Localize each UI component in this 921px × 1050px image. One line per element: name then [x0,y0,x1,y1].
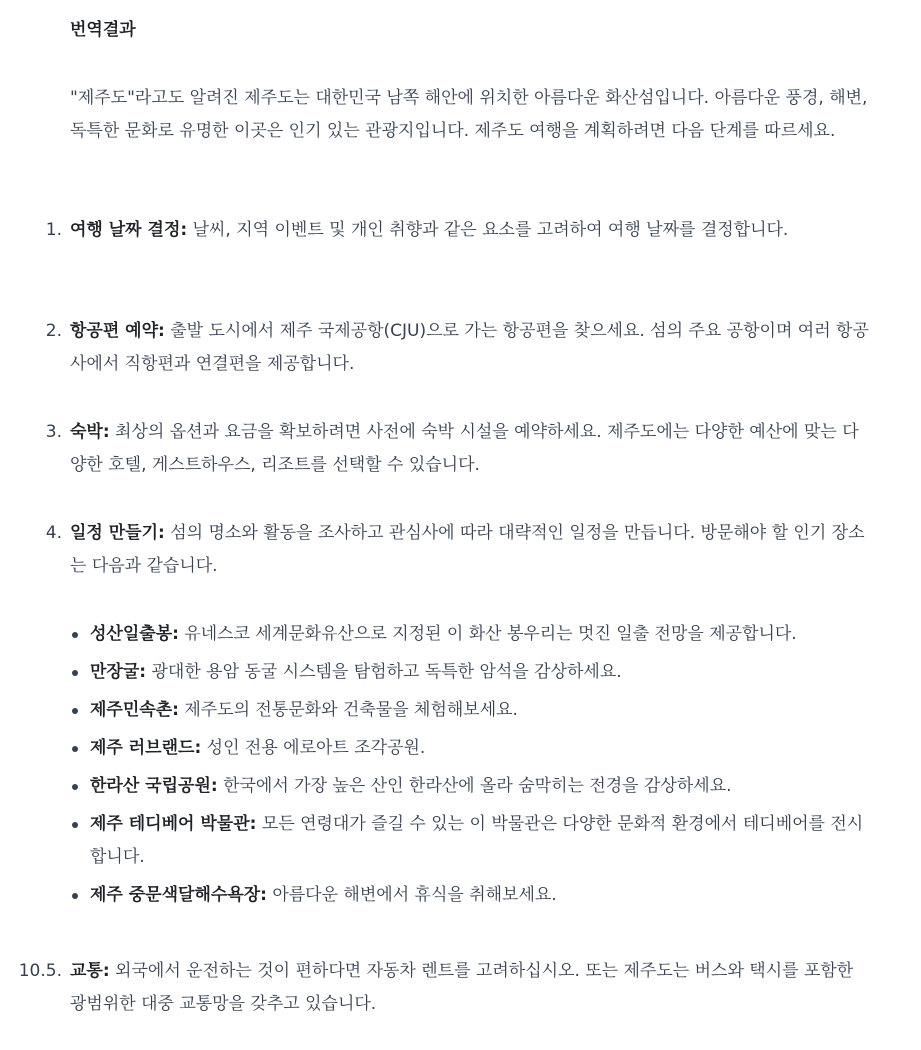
list-item [70,618,870,651]
bullet-icon [72,784,78,790]
list-item [70,656,870,689]
step-item-transport [18,955,870,1021]
step-number: 1. [45,220,62,240]
place-text: 아름다운 해변에서 휴식을 취해보세요. [266,885,557,905]
place-text: 유네스코 세계문화유산으로 지정된 이 화산 봉우리는 멋진 일출 전망을 제공합니다. [178,624,797,644]
list-item [70,879,870,912]
bullet-icon [72,632,78,638]
step-title: 교통: [70,961,110,981]
step-number: 10.5. [18,961,62,981]
step-item-1 [45,214,870,247]
step-text: 날씨, 지역 이벤트 및 개인 취향과 같은 요소를 고려하여 여행 날짜를 결정합니다. [187,220,789,240]
place-title: 제주 중문색달해수욕장: [90,885,267,905]
places-list [70,618,870,917]
list-item [70,732,870,765]
list-item [70,808,870,874]
step-number: 4. [45,523,62,543]
bullet-icon [72,670,78,676]
step-text: 최상의 옵션과 요금을 확보하려면 사전에 숙박 시설을 예약하세요. 제주도에는 다양한 예산에 맞는 다양한 호텔, 게스트하우스, 리조트를 선택할 수 있습니다. [70,422,859,475]
list-item [70,770,870,803]
bullet-icon [72,893,78,899]
intro-paragraph: "제주도"라고도 알려진 제주도는 대한민국 남쪽 해안에 위치한 아름다운 화산섬입니다. 아름다운 풍경, 해변, 독특한 문화로 유명한 이곳은 인기 있는 관광지입니다. 제주도 여행을 계획하려면 다음 단계를 따르세요. [70,88,868,141]
bullet-icon [72,822,78,828]
place-title: 성산일출봉: [90,624,179,644]
step-text: 외국에서 운전하는 것이 편하다면 자동차 렌트를 고려하십시오. 또는 제주도는 버스와 택시를 포함한 광범위한 대중 교통망을 갖추고 있습니다. [70,961,854,1014]
place-title: 제주민속촌: [90,700,179,720]
result-heading: 번역결과 [70,20,136,40]
place-text: 모든 연령대가 즐길 수 있는 이 박물관은 다양한 문화적 환경에서 테디베어를 전시합니다. [90,814,864,867]
place-title: 제주 러브랜드: [90,738,202,758]
step-item-2 [45,315,870,381]
list-item [70,694,870,727]
place-text: 한국에서 가장 높은 산인 한라산에 올라 숨막히는 전경을 감상하세요. [217,776,732,796]
step-text: 출발 도시에서 제주 국제공항(CJU)으로 가는 항공편을 찾으세요. 섬의 주요 공항이며 여러 항공사에서 직항편과 연결편을 제공합니다. [70,321,869,374]
place-text: 성인 전용 에로아트 조각공원. [201,738,426,758]
step-title: 숙박: [70,422,110,442]
step-title: 일정 만들기: [70,523,165,543]
place-text: 광대한 용암 동굴 시스템을 탐험하고 독특한 암석을 감상하세요. [146,662,622,682]
step-title: 여행 날짜 결정: [70,220,188,240]
place-title: 만장굴: [90,662,147,682]
place-text: 제주도의 전통문화와 건축물을 체험해보세요. [178,700,518,720]
step-item-3 [45,416,870,482]
step-text: 섬의 명소와 활동을 조사하고 관심사에 따라 대략적인 일정을 만듭니다. 방문해야 할 인기 장소는 다음과 같습니다. [70,523,865,576]
step-item-4 [45,517,870,583]
step-title: 항공편 예약: [70,321,165,341]
bullet-icon [72,746,78,752]
place-title: 제주 테디베어 박물관: [90,814,257,834]
bullet-icon [72,708,78,714]
step-number: 3. [45,422,62,442]
step-number: 2. [45,321,62,341]
place-title: 한라산 국립공원: [90,776,218,796]
